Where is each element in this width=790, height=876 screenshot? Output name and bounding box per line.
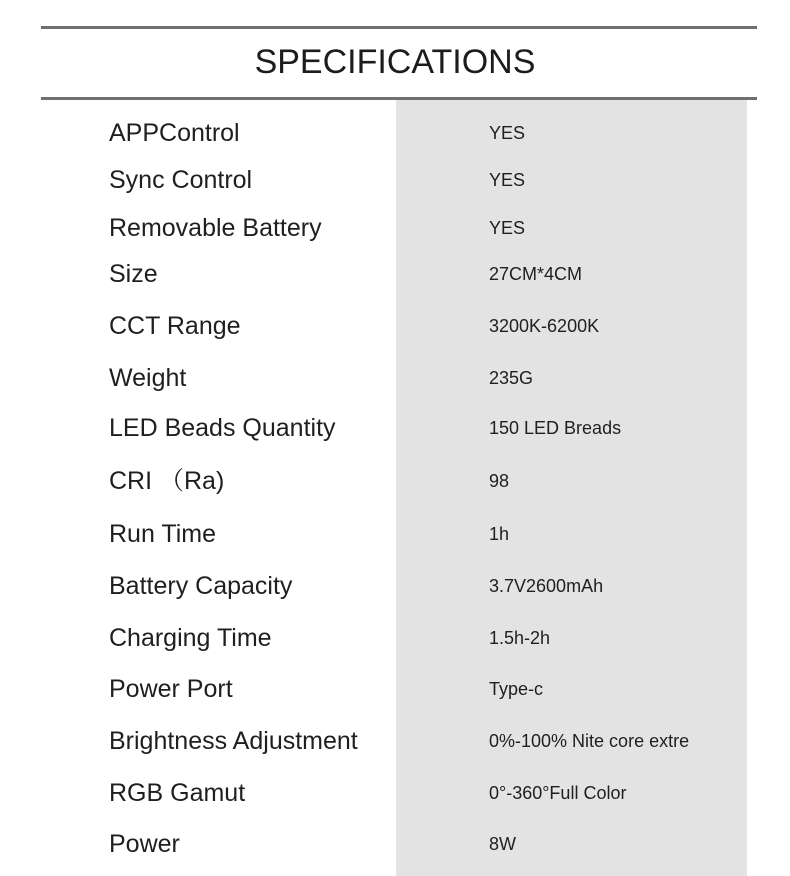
- spec-label: Size: [109, 260, 158, 288]
- spec-label: CRI （Ra): [109, 467, 225, 495]
- spec-value: 3200K-6200K: [489, 316, 600, 336]
- spec-label: RGB Gamut: [109, 779, 246, 807]
- spec-value: Type-c: [489, 679, 544, 699]
- spec-row-cct-range: [0, 300, 790, 352]
- spec-label: Brightness Adjustment: [109, 727, 358, 755]
- spec-label: LED Beads Quantity: [109, 414, 336, 442]
- spec-value: 150 LED Breads: [489, 418, 622, 438]
- spec-label: Run Time: [109, 520, 216, 548]
- spec-label: Battery Capacity: [109, 572, 293, 600]
- spec-row-removable-battery: [0, 202, 790, 254]
- spec-row-brightness-adjustment: [0, 715, 790, 767]
- page-title: SPECIFICATIONS: [254, 43, 536, 81]
- spec-row-run-time: [0, 508, 790, 560]
- spec-value: 8W: [489, 834, 516, 854]
- spec-row-battery-capacity: [0, 560, 790, 612]
- spec-row-power: [0, 818, 790, 870]
- spec-value: 1h: [489, 524, 510, 544]
- spec-row-cri: [0, 455, 790, 507]
- spec-value: 3.7V2600mAh: [489, 576, 604, 596]
- spec-value: 27CM*4CM: [489, 264, 583, 284]
- spec-label: Power: [109, 830, 180, 858]
- spec-row-charging-time: [0, 612, 790, 664]
- spec-value: 98: [489, 471, 510, 491]
- spec-row-size: [0, 248, 790, 300]
- spec-value: 0°-360°Full Color: [489, 783, 627, 803]
- spec-label: Power Port: [109, 675, 233, 703]
- spec-row-weight: [0, 352, 790, 404]
- spec-value: YES: [489, 123, 526, 143]
- spec-label: Removable Battery: [109, 214, 322, 242]
- spec-value: 0%-100% Nite core extre: [489, 731, 690, 751]
- spec-label: Sync Control: [109, 166, 253, 194]
- spec-row-power-port: [0, 663, 790, 715]
- spec-row-app-control: [0, 107, 790, 159]
- spec-value: YES: [489, 218, 526, 238]
- spec-value: YES: [489, 170, 526, 190]
- spec-value: 235G: [489, 368, 534, 388]
- spec-row-sync-control: [0, 154, 790, 206]
- spec-value: 1.5h-2h: [489, 628, 551, 648]
- spec-label: Weight: [109, 364, 187, 392]
- spec-row-rgb-gamut: [0, 767, 790, 819]
- spec-label: APPControl: [109, 119, 240, 147]
- spec-label: CCT Range: [109, 312, 241, 340]
- spec-label: Charging Time: [109, 624, 272, 652]
- spec-row-led-beads-quantity: [0, 402, 790, 454]
